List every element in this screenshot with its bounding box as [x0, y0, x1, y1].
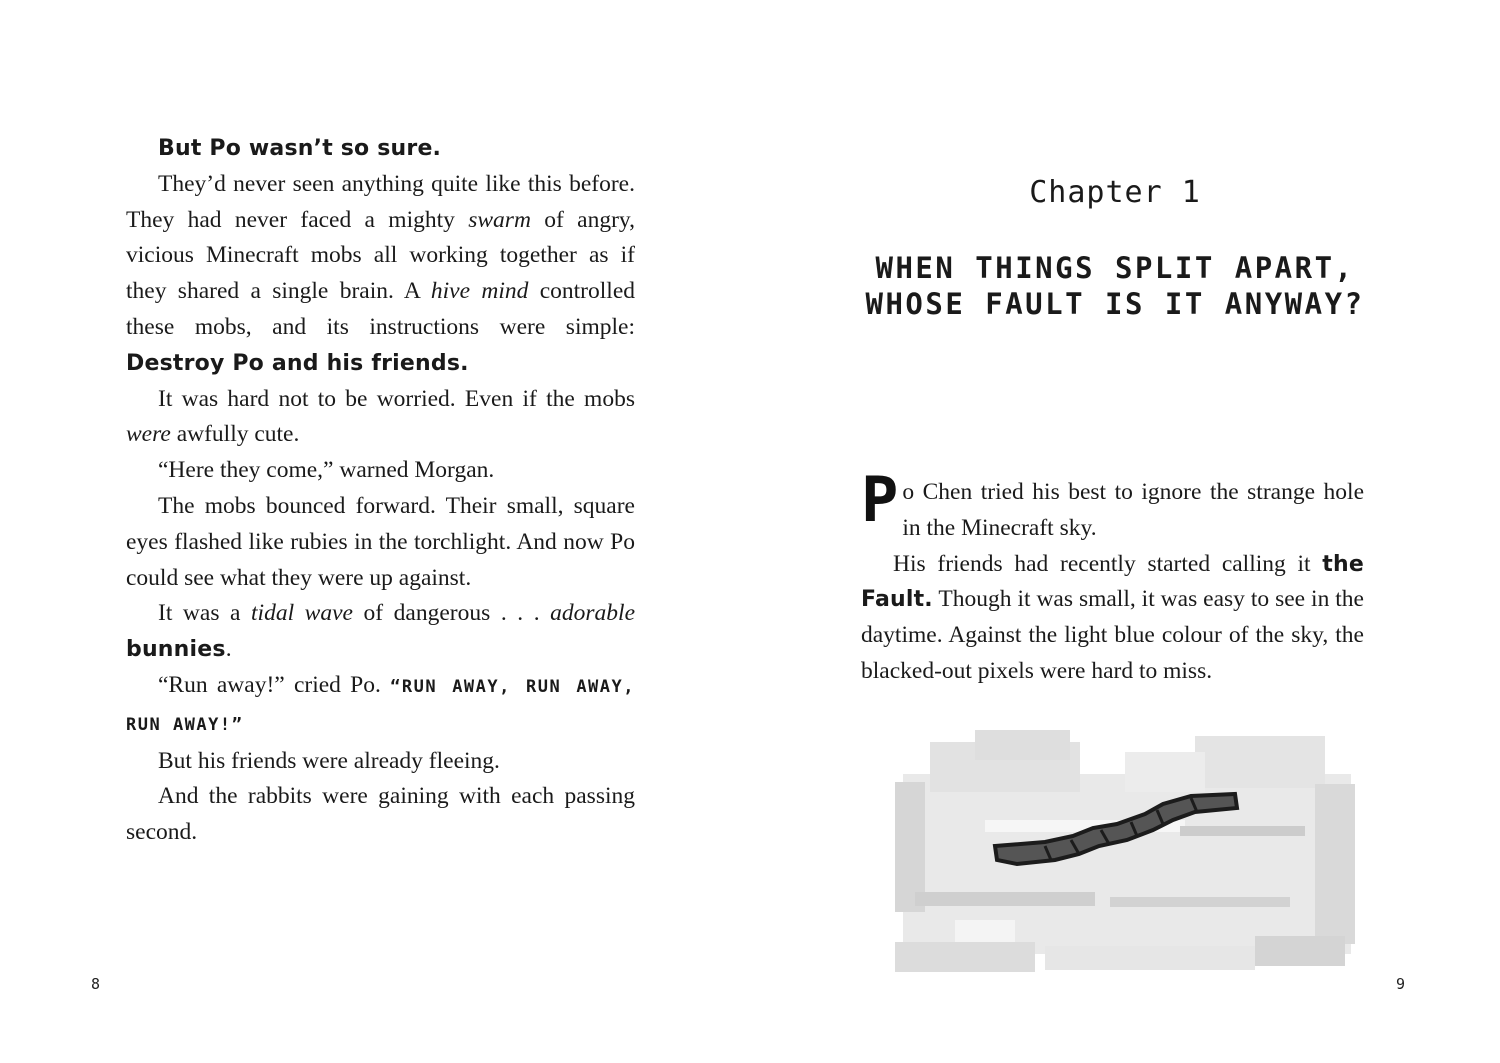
- paragraph-3: “Here they come,” warned Morgan.: [158, 457, 495, 484]
- left-page-text: [126, 131, 635, 851]
- page-number-left: 8: [91, 975, 101, 993]
- right-page-text: [861, 463, 1364, 690]
- paragraph-6: “Run away!” cried Po. “RUN AWAY, RUN AWAY, RUN AWAY!”: [126, 671, 635, 735]
- heading-line: But Po wasn’t so sure.: [158, 136, 442, 161]
- paragraph-2: His friends had recently started calling it the Fault. Though it was small, it was easy to see in the daytime. Against the light blue colour of the sky, the blacked-out pixels were hard to miss.: [861, 550, 1364, 684]
- drop-cap: P: [861, 463, 899, 536]
- paragraph-2: It was hard not to be worried. Even if the mobs were awfully cute.: [126, 385, 635, 448]
- sky-brush-background: [895, 730, 1355, 972]
- page-number-right: 9: [1396, 975, 1406, 993]
- paragraph-1: Po Chen tried his best to ignore the strange hole in the Minecraft sky.: [861, 463, 1364, 541]
- right-page: [750, 0, 1500, 1063]
- paragraph-5: It was a tidal wave of dangerous . . . adorable bunnies.: [126, 600, 635, 663]
- paragraph-4: The mobs bounced forward. Their small, square eyes flashed like rubies in the torchlight. And now Po could see what they were up against.: [126, 492, 635, 591]
- paragraph-7: But his friends were already fleeing.: [158, 747, 500, 774]
- fault-illustration: [895, 722, 1355, 977]
- paragraph-1: They’d never seen anything quite like this before. They had never faced a mighty swarm of angry, vicious Minecraft mobs all working together as if they shared a single brain. A hive mind controlled these mobs, and its instructions were simple: Destroy Po and his friends.: [126, 170, 635, 376]
- chapter-label: Chapter 1: [1029, 175, 1201, 210]
- paragraph-8: And the rabbits were gaining with each passing second.: [126, 783, 635, 846]
- chapter-title: WHEN THINGS SPLIT APART, WHOSE FAULT IS IT ANYWAY?: [865, 251, 1365, 321]
